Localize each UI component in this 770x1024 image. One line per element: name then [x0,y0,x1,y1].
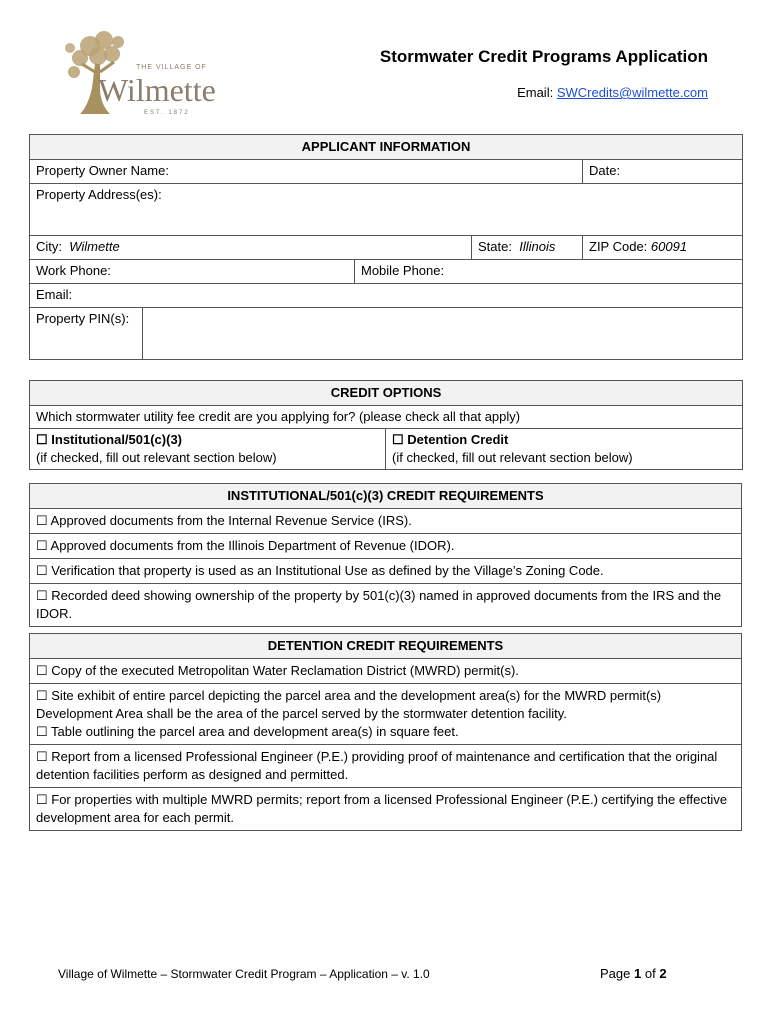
address-field[interactable] [30,184,743,236]
logo-small-text: THE VILLAGE OF [136,64,207,71]
of-word: of [644,966,656,981]
detention-item[interactable]: ☐ Table outlining the parcel area and development area(s) in square feet. [30,723,742,745]
detention-item[interactable]: ☐ Site exhibit of entire parcel depicting the parcel area and the development area(s) for the MWRD permit(s) Development Area shall be the area of the parcel served by the stormwater detention facility. [30,684,742,724]
pin-label-cell [30,308,143,360]
email-field[interactable] [30,284,743,308]
email-field-label: Email: [36,287,73,302]
option-institutional[interactable] [30,429,386,470]
page-current: 1 [634,966,642,981]
date-label: Date: [589,163,621,178]
option-institutional-note: (if checked, fill out relevant section below) [36,450,277,465]
detention-item[interactable]: ☐ For properties with multiple MWRD permits; report from a licensed Professional Engineer (P.E.) certifying the effective development area for each permit. [30,788,742,831]
detention-table [29,633,742,831]
option-detention-note: (if checked, fill out relevant section below) [392,450,633,465]
institutional-heading: INSTITUTIONAL/501(c)(3) CREDIT REQUIREMENTS [30,484,742,509]
footer-text: Village of Wilmette – Stormwater Credit Program – Application – v. 1.0 [58,967,430,981]
detention-item[interactable]: ☐ Report from a licensed Professional Engineer (P.E.) providing proof of maintenance and certification that the original detention facilities perform as designed and permitted. [30,745,742,788]
state-field[interactable] [472,236,583,260]
page-number [600,966,667,981]
work-phone-field[interactable] [30,260,355,284]
mobile-phone-field[interactable] [355,260,743,284]
state-label: State: [478,239,512,254]
page-title: Stormwater Credit Programs Application [379,47,708,66]
owner-name-field[interactable] [30,160,583,184]
applicant-heading: APPLICANT INFORMATION [30,135,743,160]
city-label: City: [36,239,62,254]
address-label: Property Address(es): [36,187,162,202]
logo-est: EST. 1872 [144,110,190,116]
option-detention[interactable] [386,429,743,470]
date-field[interactable] [583,160,743,184]
pin-field[interactable] [143,308,743,360]
zip-value: 60091 [650,239,688,254]
pin-label: Property PIN(s): [36,311,130,326]
contact-email [517,85,708,100]
page-word: Page [600,966,631,981]
credit-question: Which stormwater utility fee credit are you applying for? (please check all that apply) [30,406,743,429]
email-label: Email: [517,85,554,100]
page-total: 2 [659,966,667,981]
institutional-item[interactable]: ☐ Recorded deed showing ownership of the property by 501(c)(3) named in approved documents from the IRS and the IDOR. [30,584,742,627]
detention-item[interactable]: ☐ Copy of the executed Metropolitan Water Reclamation District (MWRD) permit(s). [30,659,742,684]
owner-name-label: Property Owner Name: [36,163,169,178]
option-detention-label: ☐ Detention Credit [392,432,509,447]
credit-options-table [29,380,743,470]
logo-name: Wilmette [98,72,216,108]
applicant-info-table [29,134,743,360]
option-institutional-label: ☐ Institutional/501(c)(3) [36,432,183,447]
credit-options-heading: CREDIT OPTIONS [30,381,743,406]
work-phone-label: Work Phone: [36,263,111,278]
city-value: Wilmette [69,239,120,254]
state-value: Illinois [519,239,556,254]
institutional-item[interactable]: ☐ Approved documents from the Internal Revenue Service (IRS). [30,509,742,534]
city-field[interactable] [30,236,472,260]
village-logo [62,28,242,120]
institutional-item[interactable]: ☐ Approved documents from the Illinois Department of Revenue (IDOR). [30,534,742,559]
institutional-table [29,483,742,627]
zip-field[interactable] [583,236,743,260]
institutional-item[interactable]: ☐ Verification that property is used as an Institutional Use as defined by the Village’s Zoning Code. [30,559,742,584]
detention-heading: DETENTION CREDIT REQUIREMENTS [30,634,742,659]
zip-label: ZIP Code: [589,239,648,254]
email-link[interactable]: SWCredits@wilmette.com [556,85,708,100]
mobile-phone-label: Mobile Phone: [361,263,445,278]
